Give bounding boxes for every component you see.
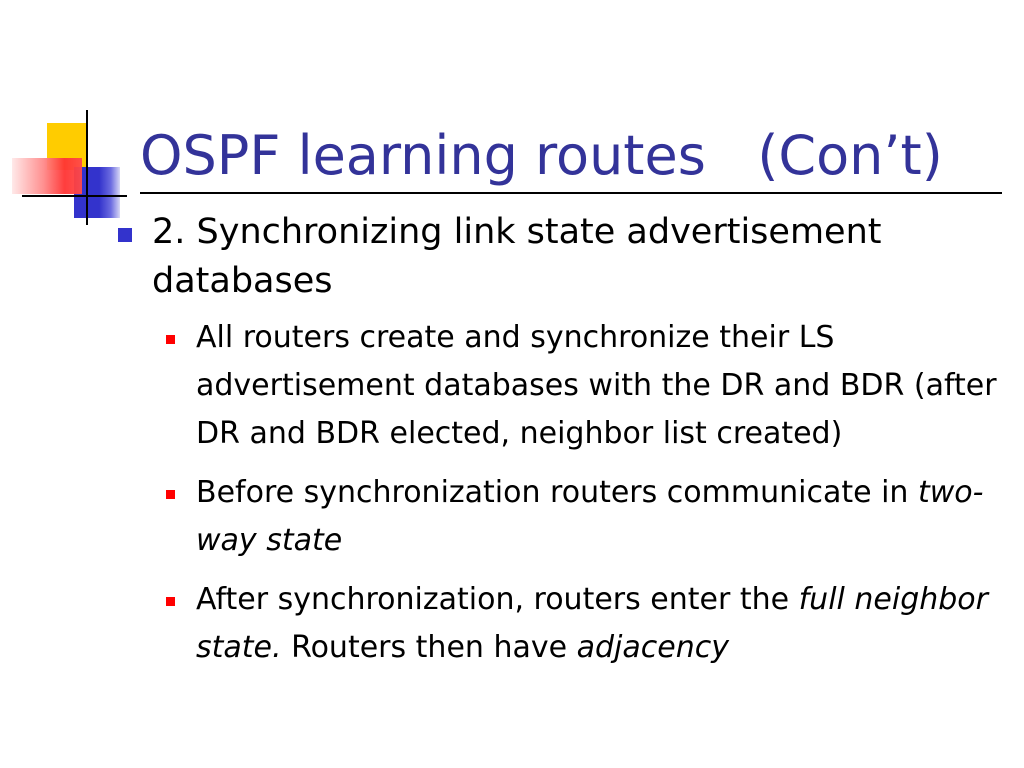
sub-bullet-text: Before synchronization routers communicate in [196,475,918,510]
sub-bullet-item [166,576,1008,672]
sub-bullet-list [118,314,1008,672]
bullet-text: 2. Synchronizing link state advertisement databases [152,212,882,301]
sub-bullet-text: All routers create and synchronize their LS advertisement databases with the DR and BDR (after DR and BDR elected, neighbor list created) [196,320,997,451]
title-underline-rule [140,192,1002,194]
slide-body [118,208,1008,683]
sub-bullet-item [166,469,1008,565]
sub-bullet-italic-term: two-way state [196,475,984,558]
decor-horizontal-line [22,195,127,197]
decor-vertical-line [86,110,88,225]
sub-bullet-item [166,314,1008,458]
sub-bullet-italic-term: adjacency [576,630,729,665]
sub-bullet-text-continued: Routers then have [281,630,577,665]
square-bullet-icon [166,597,175,606]
bullet-point-level1 [118,208,1008,306]
square-bullet-icon [118,228,132,242]
square-bullet-icon [166,335,175,344]
slide-title: OSPF learning routes (Con’t) [140,124,943,187]
decor-red-gradient-bar [12,158,82,194]
sub-bullet-text: After synchronization, routers enter the [196,582,799,617]
sub-bullet-italic-term: full neighbor state. [196,582,988,665]
square-bullet-icon [166,490,175,499]
